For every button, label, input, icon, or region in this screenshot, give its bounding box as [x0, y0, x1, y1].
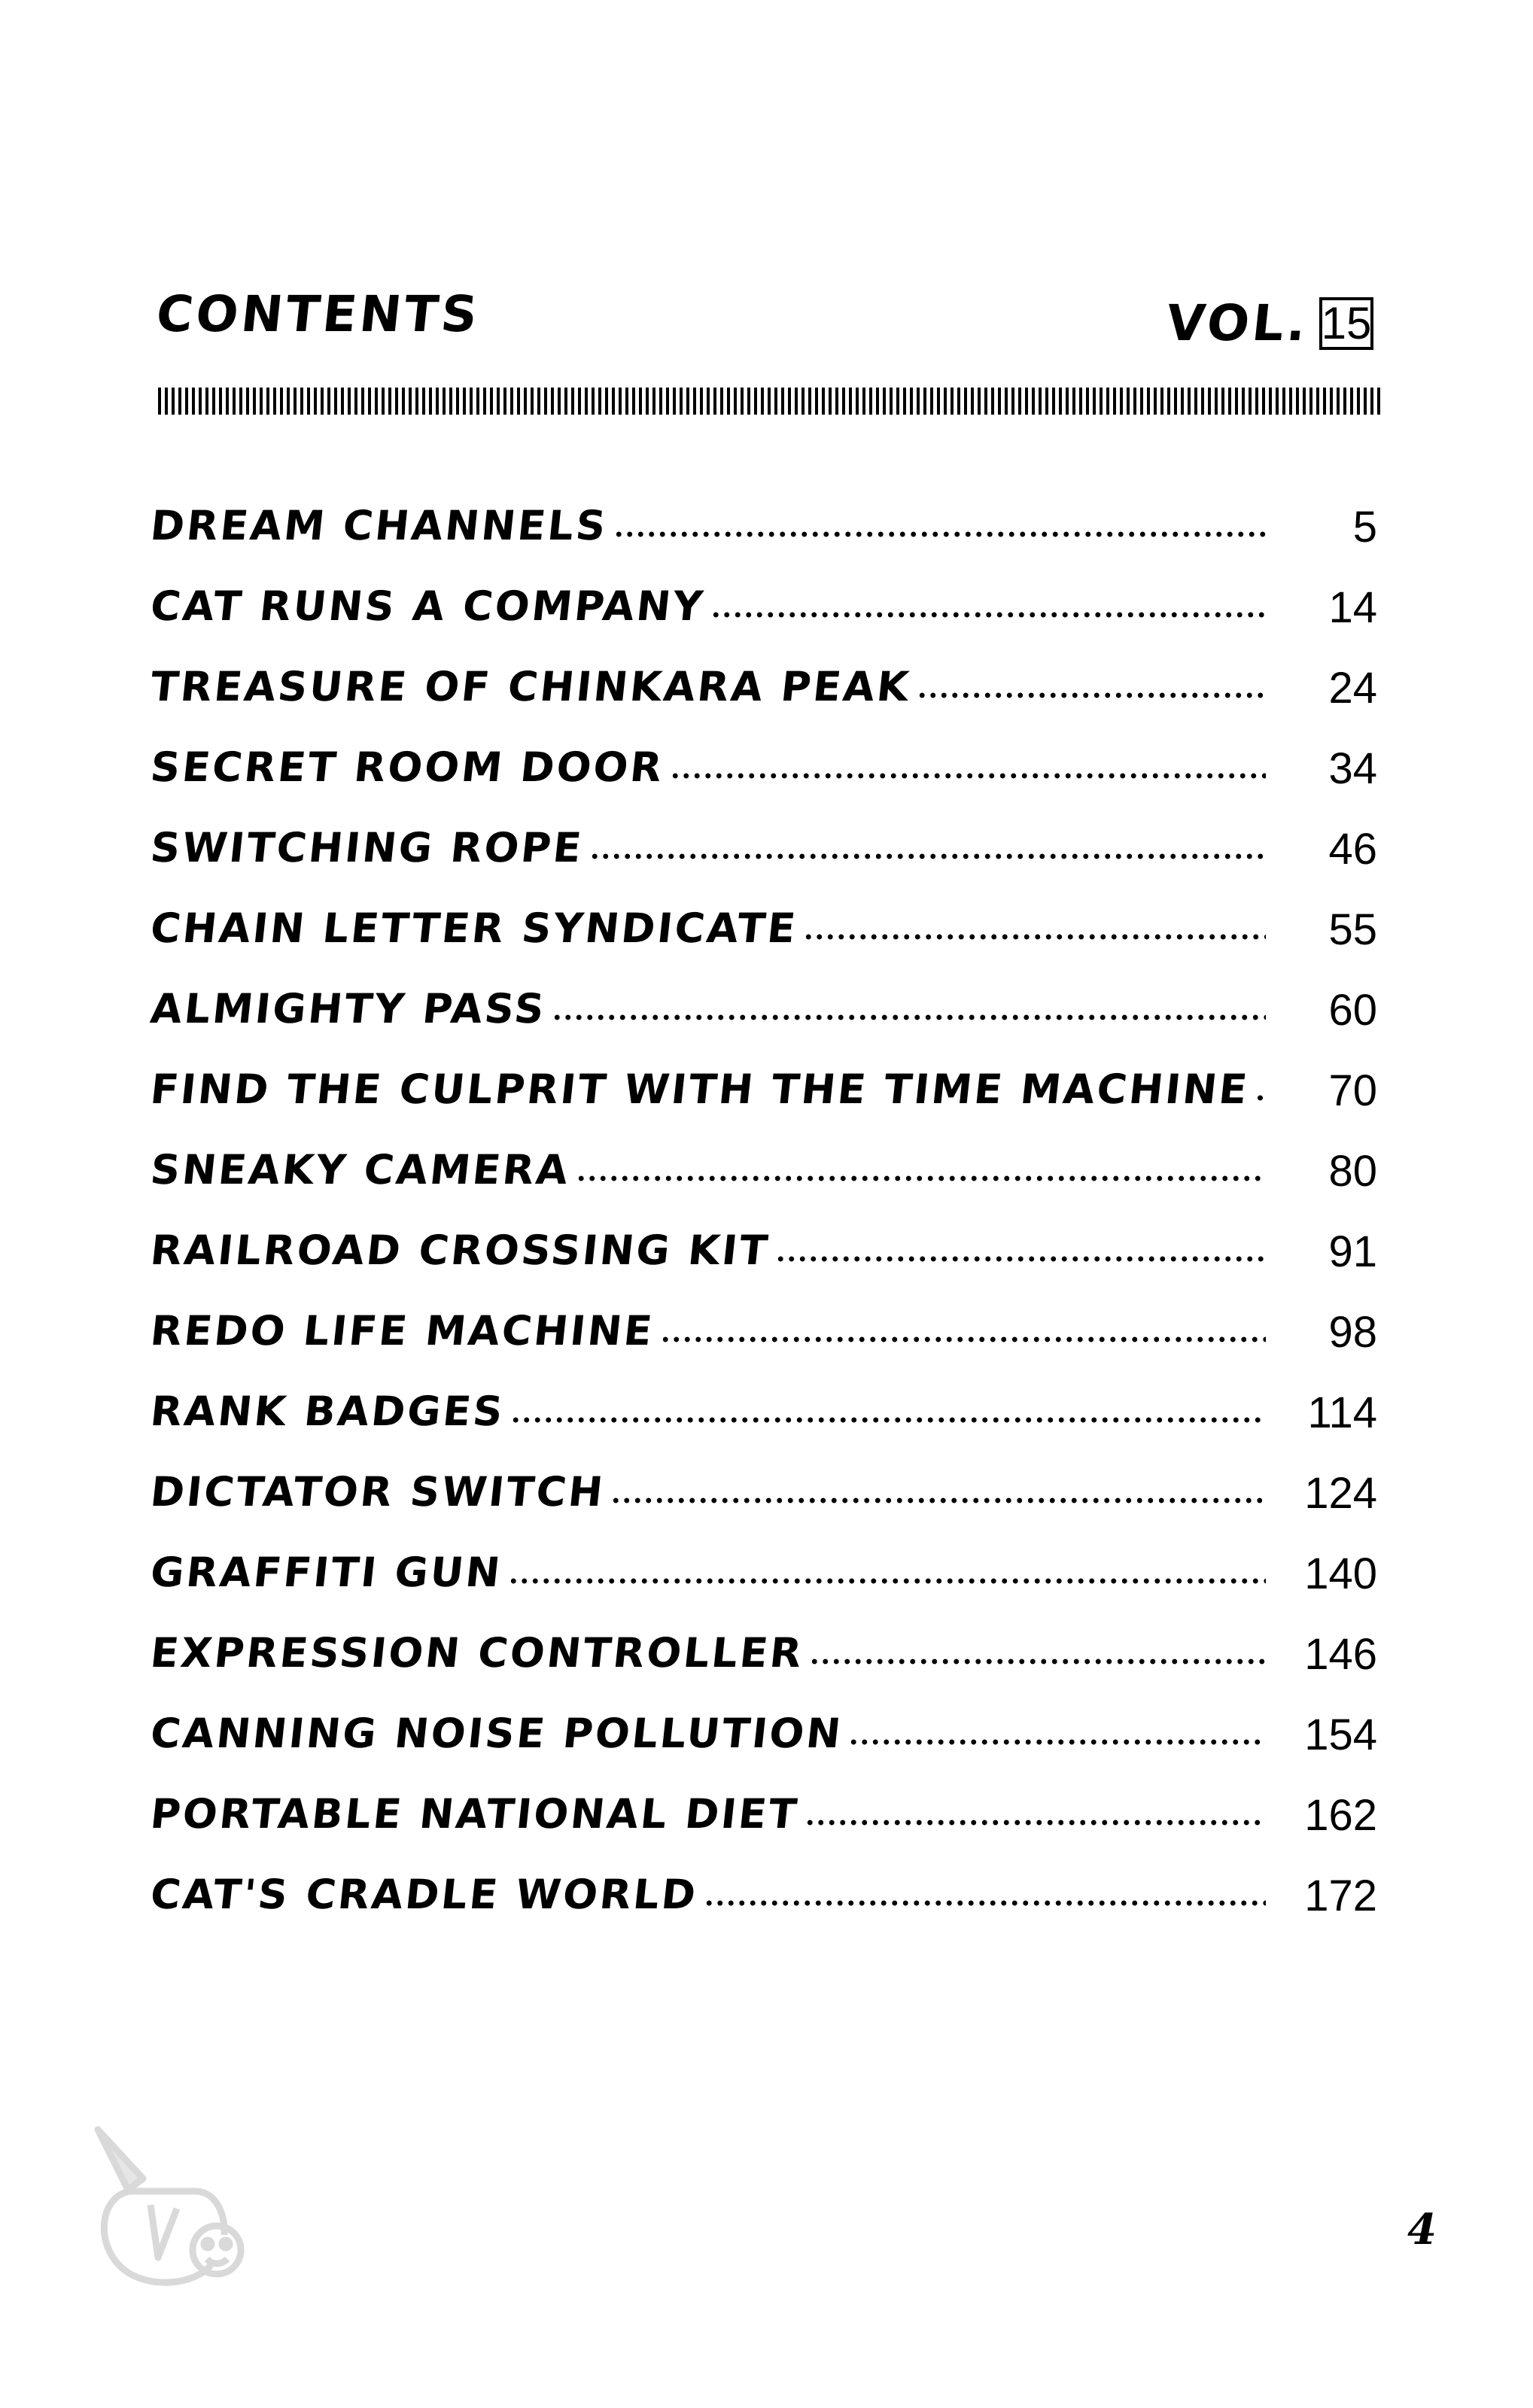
- publisher-logo-icon: [83, 2122, 256, 2295]
- toc-entry: [148, 1356, 1377, 1437]
- volume-indicator: [1163, 294, 1373, 352]
- toc-entry: [148, 1598, 1377, 1679]
- toc-entry: [148, 1839, 1377, 1920]
- page-number: 4: [1407, 2205, 1437, 2254]
- entry-title: SECRET ROOM DOOR: [148, 743, 667, 791]
- entry-page-number: 140: [1304, 1549, 1377, 1598]
- toc-entry: [148, 792, 1377, 874]
- entry-page-number: 14: [1328, 583, 1377, 632]
- dot-leader: [552, 1014, 1266, 1020]
- dot-leader: [610, 1497, 1266, 1503]
- dot-leader: [510, 1417, 1266, 1423]
- toc-entry: [148, 1275, 1377, 1357]
- dot-leader: [775, 1256, 1266, 1262]
- entry-title: TREASURE OF CHINKARA PEAK: [148, 663, 914, 710]
- entry-title: CANNING NOISE POLLUTION: [148, 1710, 845, 1757]
- entry-title: FIND THE CULPRIT WITH THE TIME MACHINE: [148, 1066, 1252, 1113]
- contents-title: CONTENTS: [154, 285, 483, 343]
- dot-leader: [848, 1739, 1266, 1745]
- entry-page-number: 80: [1328, 1147, 1377, 1196]
- entry-page-number: 124: [1304, 1469, 1377, 1518]
- toc-entry: [148, 953, 1377, 1035]
- entry-page-number: 34: [1328, 744, 1377, 793]
- entry-title: SWITCHING ROPE: [148, 824, 586, 871]
- dot-leader: [613, 531, 1266, 537]
- toc-entry: [148, 712, 1377, 793]
- entry-title: GRAFFITI GUN: [148, 1549, 505, 1596]
- entry-page-number: 162: [1304, 1791, 1377, 1840]
- toc-entry: [148, 1517, 1377, 1598]
- dot-leader: [660, 1336, 1266, 1342]
- dot-leader: [710, 612, 1266, 618]
- dot-leader: [508, 1578, 1266, 1584]
- entry-title: REDO LIFE MACHINE: [148, 1307, 657, 1354]
- dot-leader: [589, 853, 1266, 859]
- toc-entry: [148, 470, 1377, 552]
- volume-number: 15: [1319, 297, 1373, 350]
- entry-title: RAILROAD CROSSING KIT: [148, 1227, 772, 1274]
- toc-entry: [148, 1034, 1377, 1115]
- entry-page-number: 55: [1328, 905, 1377, 954]
- entry-title: DICTATOR SWITCH: [148, 1468, 607, 1516]
- entry-page-number: 46: [1328, 825, 1377, 874]
- entry-page-number: 98: [1328, 1308, 1377, 1357]
- entry-page-number: 91: [1328, 1227, 1377, 1276]
- dot-leader: [917, 692, 1266, 698]
- entry-title: CAT RUNS A COMPANY: [148, 582, 707, 630]
- entry-title: PORTABLE NATIONAL DIET: [148, 1790, 801, 1838]
- entry-title: CAT'S CRADLE WORLD: [148, 1871, 701, 1918]
- toc-entry: [148, 1759, 1377, 1840]
- entry-title: ALMIGHTY PASS: [148, 985, 549, 1032]
- entry-title: SNEAKY CAMERA: [148, 1146, 573, 1193]
- volume-label: VOL.: [1163, 294, 1312, 352]
- toc-entry: [148, 1437, 1377, 1518]
- entry-title: EXPRESSION CONTROLLER: [148, 1629, 806, 1677]
- entry-page-number: 24: [1328, 664, 1377, 713]
- toc-entry: [148, 551, 1377, 632]
- toc-entry: [148, 1114, 1377, 1196]
- entry-title: DREAM CHANNELS: [148, 502, 610, 549]
- entry-page-number: 154: [1304, 1710, 1377, 1759]
- dot-leader: [805, 1820, 1266, 1826]
- dot-leader: [803, 934, 1266, 940]
- toc-entry: [148, 873, 1377, 954]
- entry-page-number: 5: [1352, 503, 1377, 552]
- dot-leader: [809, 1659, 1266, 1665]
- table-of-contents: [148, 470, 1377, 1920]
- entry-page-number: 146: [1304, 1630, 1377, 1679]
- entry-page-number: 172: [1304, 1871, 1377, 1920]
- dot-leader: [1255, 1095, 1266, 1101]
- entry-page-number: 70: [1328, 1066, 1377, 1115]
- toc-entry: [148, 631, 1377, 713]
- entry-page-number: 114: [1307, 1388, 1377, 1437]
- toc-entry: [148, 1195, 1377, 1276]
- entry-page-number: 60: [1328, 986, 1377, 1035]
- toc-entry: [148, 1678, 1377, 1759]
- dot-leader: [670, 773, 1266, 779]
- header-divider: [158, 388, 1380, 415]
- entry-title: RANK BADGES: [148, 1388, 507, 1435]
- dot-leader: [704, 1900, 1267, 1906]
- entry-title: CHAIN LETTER SYNDICATE: [148, 905, 800, 952]
- dot-leader: [576, 1175, 1266, 1181]
